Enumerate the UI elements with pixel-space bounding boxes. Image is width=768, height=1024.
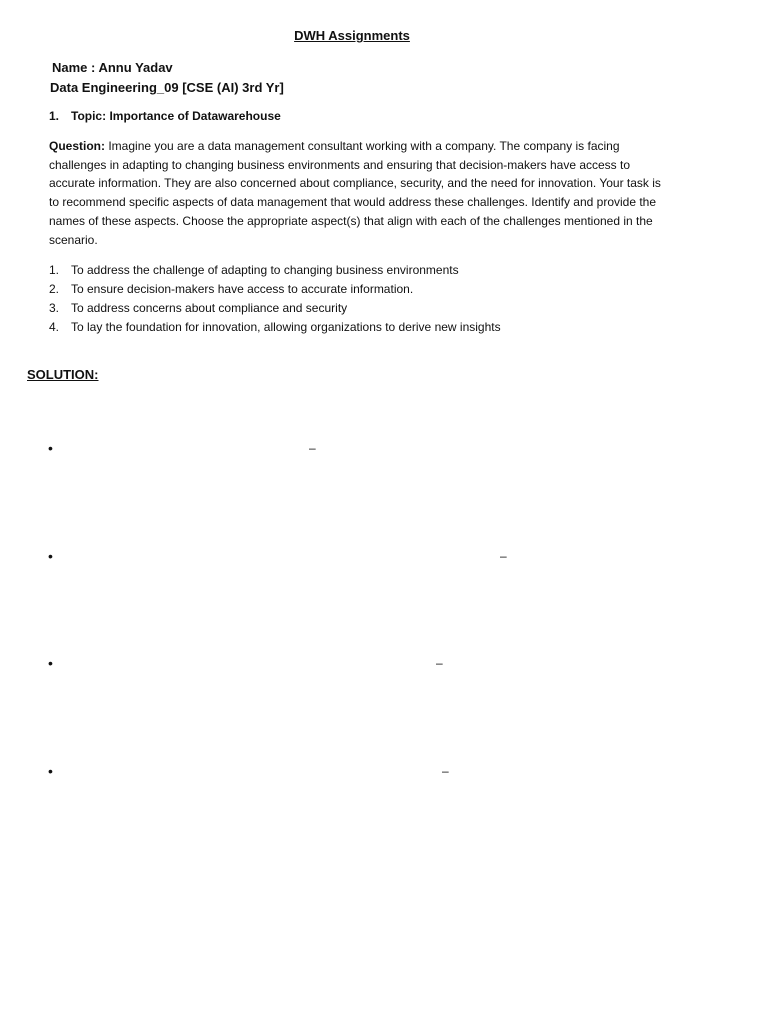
list-item (49, 280, 669, 299)
list-item (49, 261, 669, 280)
course-info: Data Engineering_09 [CSE (AI) 3rd Yr] (50, 80, 284, 95)
solution-heading: SOLUTION: (27, 367, 99, 382)
solution-dash: – (442, 764, 449, 778)
question-text: Imagine you are a data management consultant working with a company. The company is facing challenges in adapting to changing business environments and ensuring that decision-makers have access to accurate information. They are also concerned about compliance, security, and the need for innovation. Your task is to recommend specific aspects of data management that would address these challenges. Identify and provide the names of these aspects. Choose the appropriate aspect(s) that align with each of the challenges mentioned in the scenario. (49, 139, 661, 247)
topic-text: Topic: Importance of Datawarehouse (71, 109, 281, 123)
solution-bullet: • (48, 440, 53, 456)
student-name: Name : Annu Yadav (52, 60, 173, 75)
question-label: Question: (49, 139, 105, 153)
list-item (49, 318, 669, 337)
solution-bullet: • (48, 763, 53, 779)
solution-dash: – (500, 549, 507, 563)
list-item (49, 299, 669, 318)
solution-bullet: • (48, 548, 53, 564)
document-title: DWH Assignments (294, 28, 410, 43)
list-item-text: To address the challenge of adapting to changing business environments (71, 263, 459, 277)
list-item-number: 1. (49, 263, 60, 277)
topic-number: 1. (49, 109, 60, 123)
list-item-text: To address concerns about compliance and security (71, 301, 348, 315)
challenge-list (49, 261, 669, 337)
solution-bullet: • (48, 655, 53, 671)
list-item-text: To ensure decision-makers have access to accurate information. (71, 282, 414, 296)
question-paragraph (49, 137, 669, 249)
list-item-number: 2. (49, 282, 60, 296)
list-item-number: 4. (49, 320, 60, 334)
solution-dash: – (309, 441, 316, 455)
list-item-number: 3. (49, 301, 60, 315)
list-item-text: To lay the foundation for innovation, allowing organizations to derive new insights (71, 320, 501, 334)
solution-dash: – (436, 656, 443, 670)
topic-heading (49, 109, 281, 123)
